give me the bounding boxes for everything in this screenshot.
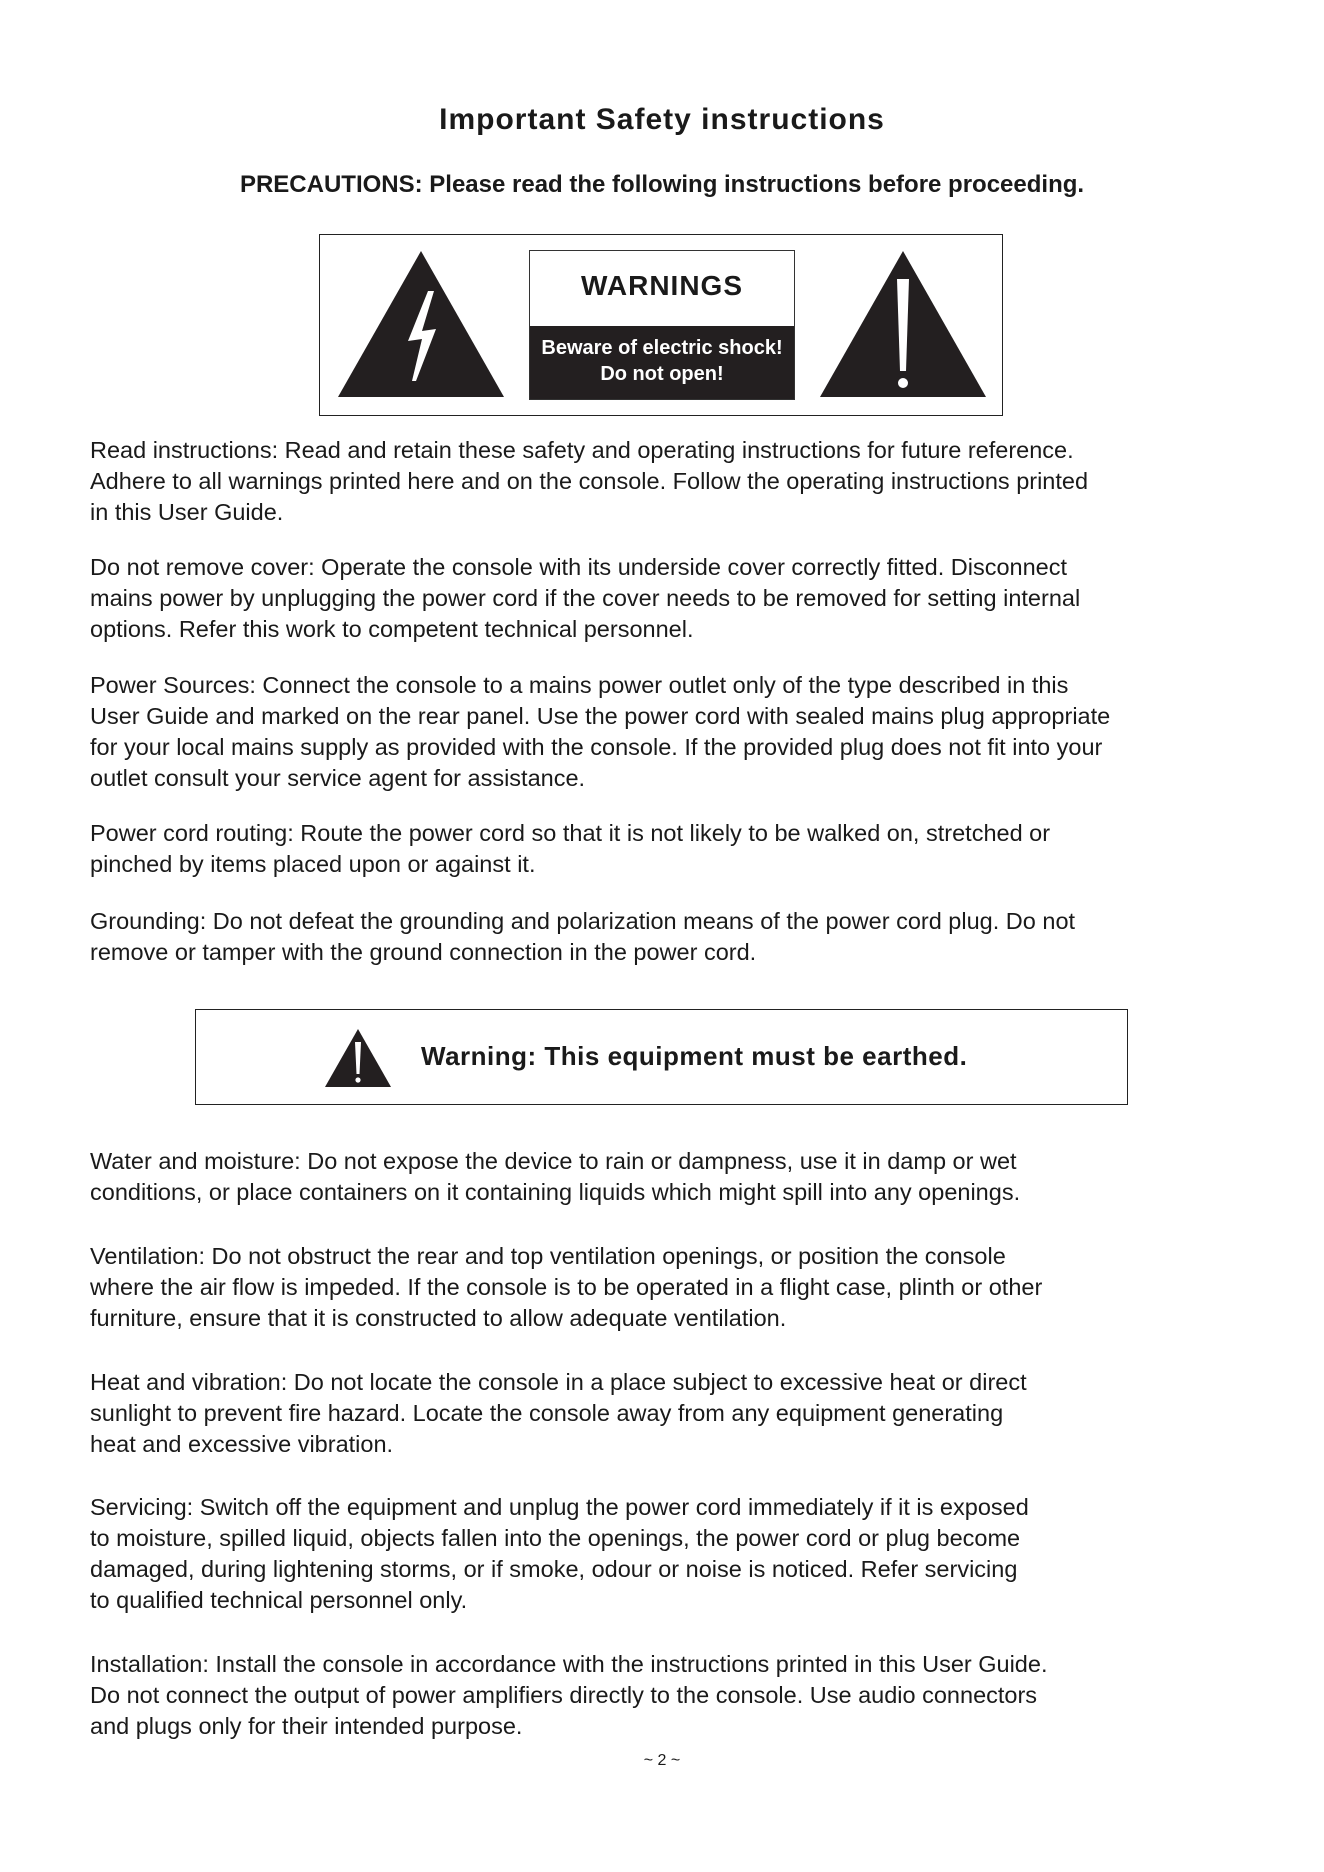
paragraph-line: where the air flow is impeded. If the console is to be operated in a flight case, plinth or other — [90, 1274, 1043, 1300]
do-not-open-text: Do not open! — [600, 363, 724, 385]
paragraph-line: Adhere to all warnings printed here and on the console. Follow the operating instructions printed — [90, 468, 1089, 494]
paragraph-line: Heat and vibration: Do not locate the console in a place subject to excessive heat or direct — [90, 1369, 1027, 1395]
paragraph-line: and plugs only for their intended purpose. — [90, 1713, 523, 1739]
paragraph-line: Grounding: Do not defeat the grounding and polarization means of the power cord plug. Do not — [90, 908, 1076, 934]
paragraph-line: in this User Guide. — [90, 499, 284, 525]
paragraph-line: remove or tamper with the ground connection in the power cord. — [90, 939, 757, 965]
precautions-heading: PRECAUTIONS: Please read the following instructions before proceeding. — [239, 171, 1085, 198]
exclamation-warning-icon — [818, 249, 988, 399]
paragraph-water-moisture — [90, 1146, 1250, 1208]
page-number: ~ 2 ~ — [643, 1752, 681, 1769]
earth-warning-panel — [195, 1009, 1128, 1105]
paragraph-line: to moisture, spilled liquid, objects fallen into the openings, the power cord or plug become — [90, 1525, 1021, 1551]
electric-shock-text: Beware of electric shock! — [541, 337, 783, 359]
paragraph-read-instructions — [90, 435, 1250, 528]
paragraph-servicing — [90, 1492, 1250, 1616]
paragraph-line: Power Sources: Connect the console to a mains power outlet only of the type described in this — [90, 672, 1069, 698]
paragraph-line: Power cord routing: Route the power cord so that it is not likely to be walked on, stretched or — [90, 820, 1051, 846]
paragraph-power-sources — [90, 670, 1250, 794]
paragraph-ventilation — [90, 1241, 1250, 1334]
paragraph-line: conditions, or place containers on it containing liquids which might spill into any openings. — [90, 1179, 1021, 1205]
warning-triangle-icon — [324, 1028, 392, 1088]
paragraph-line: Servicing: Switch off the equipment and unplug the power cord immediately if it is exposed — [90, 1494, 1029, 1520]
paragraph-line: to qualified technical personnel only. — [90, 1587, 468, 1613]
paragraph-line: Read instructions: Read and retain these safety and operating instructions for future reference. — [90, 437, 1074, 463]
paragraph-grounding — [90, 906, 1250, 968]
warnings-panel — [319, 234, 1003, 416]
paragraph-line: for your local mains supply as provided with the console. If the provided plug does not fit into your — [90, 734, 1103, 760]
paragraph-line: Installation: Install the console in accordance with the instructions printed in this User Guide. — [90, 1651, 1048, 1677]
paragraph-remove-cover — [90, 552, 1250, 645]
paragraph-line: sunlight to prevent fire hazard. Locate the console away from any equipment generating — [90, 1400, 1004, 1426]
page-title: Important Safety instructions — [439, 103, 885, 136]
paragraph-heat-vibration — [90, 1367, 1250, 1460]
warnings-strip — [530, 326, 794, 399]
paragraph-line: User Guide and marked on the rear panel. Use the power cord with sealed mains plug appropriate — [90, 703, 1111, 729]
warnings-label-box — [529, 250, 795, 400]
warnings-heading: WARNINGS — [581, 270, 743, 301]
paragraph-line: heat and excessive vibration. — [90, 1431, 394, 1457]
electric-shock-warning-icon — [336, 249, 506, 399]
paragraph-power-cord-routing — [90, 818, 1250, 880]
paragraph-line: outlet consult your service agent for assistance. — [90, 765, 586, 791]
paragraph-line: options. Refer this work to competent technical personnel. — [90, 616, 694, 642]
earth-warning-text: Warning: This equipment must be earthed. — [421, 1041, 968, 1071]
paragraph-line: furniture, ensure that it is constructed to allow adequate ventilation. — [90, 1305, 787, 1331]
paragraph-line: Do not connect the output of power amplifiers directly to the console. Use audio connectors — [90, 1682, 1038, 1708]
paragraph-installation — [90, 1649, 1250, 1742]
paragraph-line: Do not remove cover: Operate the console with its underside cover correctly fitted. Disconnect — [90, 554, 1068, 580]
paragraph-line: Water and moisture: Do not expose the device to rain or dampness, use it in damp or wet — [90, 1148, 1017, 1174]
paragraph-line: damaged, during lightening storms, or if smoke, odour or noise is noticed. Refer servicing — [90, 1556, 1018, 1582]
paragraph-line: mains power by unplugging the power cord if the cover needs to be removed for setting internal — [90, 585, 1081, 611]
paragraph-line: Ventilation: Do not obstruct the rear and top ventilation openings, or position the console — [90, 1243, 1006, 1269]
paragraph-line: pinched by items placed upon or against it. — [90, 851, 536, 877]
